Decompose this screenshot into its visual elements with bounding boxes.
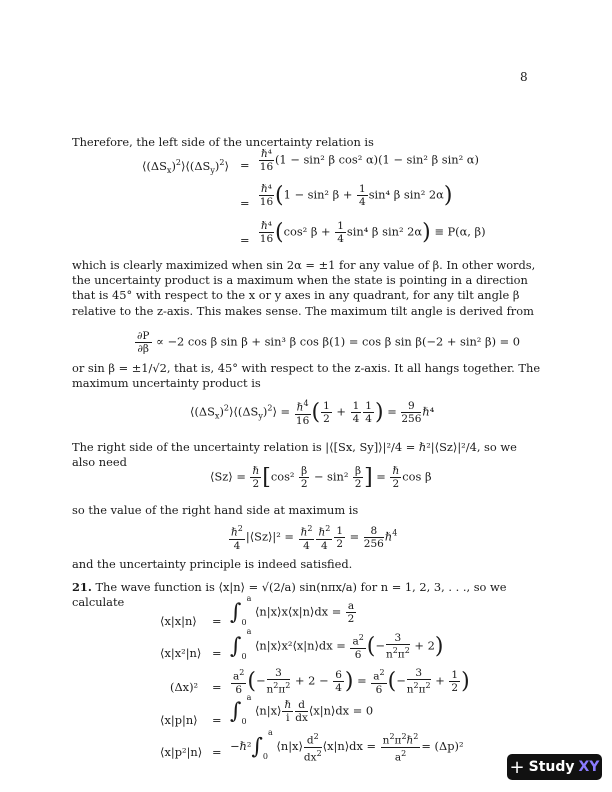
eqA-lhs: $⟨(\Delta S_x)^2⟩⟨(\Delta S_y)^2⟩$	[142, 158, 229, 176]
equation-derivative: $\frac{\partial P}{\partial\beta}$ ∝ −2 cos β sin β + sin³ β cos β(1) = cos β sin β(−2 + sin² β) = 0	[137, 330, 521, 355]
paragraph-satisfied: and the uncertainty principle is indeed satisfied.	[72, 557, 353, 571]
equation-sz: ⟨Sz⟩ = $\frac{\text{ℏ}}{2}$ [cos² $\frac{\beta}{2}$ − sin² $\frac{\beta}{2}$ ] = $\frac{\text{ℏ}}{2}$ cos β	[210, 465, 432, 490]
problem-number: 21.	[72, 580, 92, 594]
paragraph-rhs-max: so the value of the right hand side at maximum is	[72, 503, 359, 517]
paragraph-intro: Therefore, the left side of the uncertainty relation is	[72, 135, 374, 149]
eqA-row1: $\frac{\text{ℏ⁴}}{16}$ (1 − sin² β cos² α)(1 − sin² β sin² α)	[259, 148, 479, 173]
page-number: 8	[520, 70, 528, 84]
equation-rhs-value: $\frac{\hbar^2}{4}$ |⟨Sz⟩|² = $\frac{\hbar^2}{4}$ $\frac{\hbar^2}{4}$ $\frac{1}{2}$ = $\frac{8}{256}$ ℏ$^4$	[231, 524, 398, 552]
paragraph-tilt: or sin β = ±1/√2, that is, 45° with respect to the z-axis. It all hangs together. The maximum uncertainty product is	[72, 361, 541, 391]
plus-icon: +	[509, 756, 525, 778]
problem-text: The wave function is ⟨x|n⟩ = √(2/a) sin(nπx/a) for n = 1, 2, 3, . . ., so we calculate	[72, 580, 507, 610]
paragraph-right-side: The right side of the uncertainty relation is |⟨[Sx, Sy]⟩|²/4 = ℏ²|⟨Sz⟩|²/4, so we also need	[72, 440, 517, 470]
eqA-row3: $\frac{\text{ℏ⁴}}{16}$ (cos² β + $\frac{1}{4}$ sin⁴ β sin² 2α) ≡ P(α, β)	[259, 220, 486, 245]
equation-max-product: $⟨(\Delta S_x)^2⟩⟨(\Delta S_y)^2⟩$ = $\frac{\hbar^4}{16}$ ( $\frac{1}{2}$ + $\frac{1}{4}$ $\frac{1}{4}$ ) = $\frac{9}{256}$ ℏ⁴	[190, 399, 435, 427]
eqA-row2: $\frac{\text{ℏ⁴}}{16}$ (1 − sin² β + $\frac{1}{4}$ sin⁴ β sin² 2α)	[259, 183, 453, 208]
paragraph-maximized: which is clearly maximized when sin 2α = ±1 for any value of β. In other words, the uncertainty product is a maximum when the state is pointing in a direction that is 45° with respect to the x or y axes in any quadrant, for any tilt angle β relative to the z-axis. This makes sense. The maximum tilt angle is derived from	[72, 258, 536, 318]
studyxy-logo: + Study XY	[507, 754, 602, 780]
